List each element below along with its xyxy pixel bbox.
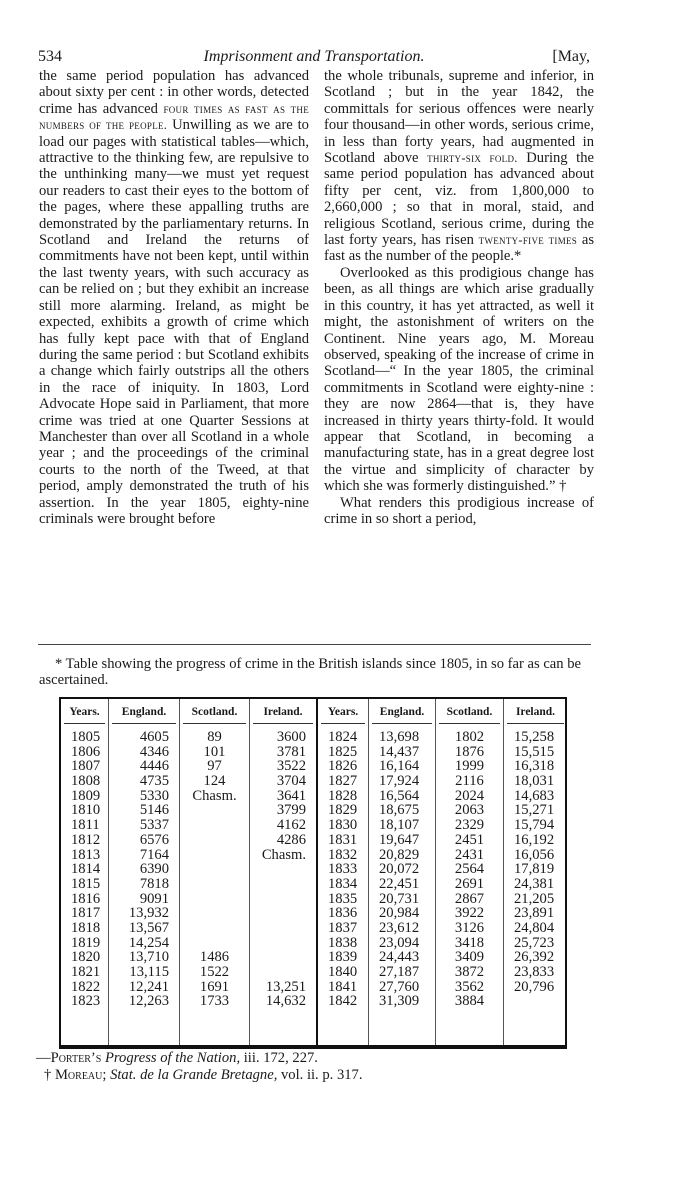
table-cell: 89 — [207, 729, 222, 745]
table-cell: 24,381 — [514, 875, 555, 892]
table-cell: 1806 — [71, 743, 101, 760]
table-cell: 4286 — [276, 831, 306, 848]
table-cell: 3409 — [454, 949, 485, 966]
column-header: Scotland. — [439, 699, 500, 724]
table-cell: 27,187 — [379, 964, 420, 980]
table-cell: 2867 — [454, 890, 485, 907]
table-cell: 4346 — [139, 743, 169, 760]
table-cell — [250, 965, 316, 980]
table-cell — [180, 833, 249, 848]
table-cell: 1838 — [328, 934, 358, 951]
column-header: England. — [372, 699, 432, 724]
table-cell: 23,612 — [379, 919, 420, 936]
table-cell: 1822 — [71, 978, 101, 995]
table-cell: 1831 — [328, 831, 358, 848]
footnotes — [36, 1050, 596, 1084]
column-header: Ireland. — [507, 699, 564, 724]
table-cell: 1842 — [328, 993, 358, 1010]
table-cell: 4446 — [139, 758, 169, 775]
table-cell: 3922 — [454, 905, 485, 922]
footnote-moreau: † Moreau; Stat. de la Grande Bretagne, vol. ii. p. 317. — [44, 1067, 363, 1083]
table-cell: 15,515 — [514, 743, 555, 760]
left-column — [39, 68, 309, 527]
table-cell: 1824 — [328, 729, 358, 745]
table-cell: 13,710 — [128, 949, 169, 966]
table-cell: Chasm. — [192, 787, 237, 804]
table-cell — [180, 906, 249, 921]
table-cell: 23,094 — [379, 934, 420, 951]
table-cell: 12,263 — [128, 993, 169, 1010]
table-cell: 16,164 — [379, 758, 420, 775]
table-cell: 1876 — [454, 743, 485, 760]
table-caption: * Table showing the progress of crime in the British islands since 1805, in so far as can be ascertained. — [39, 656, 582, 689]
table-cell: 16,192 — [514, 831, 555, 848]
table-cell — [250, 892, 316, 907]
table-cell: 1691 — [199, 978, 230, 995]
running-month: [May, — [552, 48, 590, 65]
column-ireland — [249, 699, 316, 1045]
table-cell: 1826 — [328, 758, 358, 775]
table-cell: 24,443 — [379, 949, 420, 966]
table-cell: 7818 — [139, 875, 169, 892]
table-cell: 1834 — [328, 875, 358, 892]
table-cell: 2431 — [454, 846, 485, 863]
table-cell: 15,271 — [514, 802, 555, 819]
right-paragraph-1: the whole tribunals, supreme and inferior, in Scotland ; but in the year 1842, the committals for serious offences were nearly four thousand—in other words, serious crime, in less than forty years, had augmented in Scotland above thirty-six fold. During the same period population has advanced about fifty per cent, viz. from 1,800,000 to 2,660,000 ; so that in moral, staid, and religious Scotland, serious crime, during the last forty years, has risen twenty-five times as fast as the number of the people.* — [324, 68, 595, 265]
table-cell: 1829 — [328, 802, 358, 819]
table-cell: 6576 — [139, 831, 169, 848]
table-cell: 124 — [203, 773, 226, 790]
table-cell: 31,309 — [379, 993, 420, 1010]
table-cell: 1828 — [328, 787, 358, 804]
table-cell: 21,205 — [514, 890, 555, 907]
table-cell: 1733 — [199, 993, 230, 1010]
table-cell: 1825 — [328, 743, 358, 760]
table-cell: 5337 — [139, 817, 169, 834]
column-scotland — [179, 699, 249, 1045]
table-cell: 6390 — [139, 861, 169, 878]
table-cell: 1807 — [71, 758, 101, 775]
table-cell: 18,031 — [514, 773, 555, 790]
table-cell: 13,698 — [379, 729, 420, 745]
table-cell: 1810 — [71, 802, 101, 819]
table-cell: 13,115 — [129, 964, 169, 980]
table-cell: 5330 — [139, 787, 169, 804]
table-cell: 3704 — [276, 773, 306, 790]
table-cell — [250, 921, 316, 936]
table-cell: 3562 — [454, 978, 485, 995]
column-ireland — [503, 699, 567, 1045]
crime-statistics-table — [59, 697, 567, 1049]
left-paragraph: the same period population has advanced about sixty per cent : in other words, detected crime has advanced four times as fast as the numbers of the people. Unwilling as we are to load our pages with statistical tables—which, attractive to the thinking few, are repulsive to the unthinking many—we must yet request our readers to cast their eyes to the bottom of the pages, where these appalling truths are demonstrated by the parliamentary returns. In Scotland and Ireland the returns of commitments have not been kept, until within the last twenty years, with such accuracy as can be relied on ; but they exhibit an increase still more alarming. Ireland, as might be expected, exhibits a growth of crime which has fully kept pace with that of England during the same period : but Scotland exhibits a change which fairly outstrips all the others in the race of iniquity. In 1803, Lord Advocate Hope said in Parliament, that more crime was tried at one Quarter Sessions at Manchester than over all Scotland in a whole year ; and the proceedings of the criminal courts to the north of the Tweed, at that period, amply demonstrated the truth of his assertion. In the year 1805, eighty-nine criminals were brought before — [39, 68, 309, 527]
table-cell: 1999 — [454, 758, 485, 775]
table-cell: 9091 — [139, 890, 169, 907]
table-cell — [250, 950, 316, 965]
table-cell: 2451 — [454, 831, 485, 848]
table-cell — [180, 862, 249, 877]
table-cell: 2116 — [455, 773, 484, 790]
column-scotland — [435, 699, 503, 1045]
small-caps-emphasis: twenty-five times — [478, 233, 578, 248]
table-cell: 1827 — [328, 773, 358, 790]
table-cell: 12,241 — [128, 978, 169, 995]
column-years — [61, 699, 108, 1045]
column-header: Years. — [64, 699, 105, 724]
table-cell — [180, 921, 249, 936]
table-cell: 1832 — [328, 846, 358, 863]
table-cell: 1818 — [71, 919, 101, 936]
table-cell: 1805 — [71, 729, 101, 745]
table-cell: 1815 — [71, 875, 101, 892]
table-cell: 25,723 — [514, 934, 555, 951]
table-cell: 4162 — [276, 817, 306, 834]
table-cell: 16,564 — [379, 787, 420, 804]
table-cell: 1811 — [71, 817, 100, 834]
table-cell: 3884 — [454, 993, 485, 1010]
table-cell: 3799 — [276, 802, 306, 819]
table-cell: 1813 — [71, 846, 101, 863]
table-cell — [250, 877, 316, 892]
table-cell: 1486 — [199, 949, 230, 966]
table-cell: 19,647 — [379, 831, 420, 848]
table-cell — [180, 892, 249, 907]
table-cell: 3600 — [276, 729, 306, 745]
table-cell: 20,984 — [379, 905, 420, 922]
table-cell — [180, 877, 249, 892]
table-cell: Chasm. — [261, 846, 306, 863]
table-cell: 15,258 — [514, 729, 555, 745]
table-cell — [180, 803, 249, 818]
small-caps-emphasis: four times as fast as the numbers of the people. — [39, 101, 309, 133]
table-cell: 18,107 — [379, 817, 420, 834]
table-cell: 2564 — [454, 861, 485, 878]
table-cell: 20,796 — [514, 978, 555, 995]
table-cell: 101 — [203, 743, 226, 760]
table-cell: 18,675 — [379, 802, 420, 819]
table-cell — [504, 994, 567, 1009]
table-cell: 7164 — [139, 846, 169, 863]
table-cell — [180, 818, 249, 833]
table-cell: 14,254 — [128, 934, 169, 951]
table-cell: 4735 — [139, 773, 169, 790]
table-cell: 1820 — [71, 949, 101, 966]
table-cell: 1814 — [71, 861, 101, 878]
table-cell: 26,392 — [514, 949, 555, 966]
table-cell: 1809 — [71, 787, 101, 804]
column-header: England. — [112, 699, 176, 724]
table-cell: 16,318 — [514, 758, 555, 775]
table-cell: 1819 — [71, 934, 101, 951]
table-cell: 1802 — [454, 729, 485, 745]
table-cell: 1836 — [328, 905, 358, 922]
column-header: Years. — [321, 699, 365, 724]
table-cell: 1821 — [71, 964, 101, 980]
table-cell — [250, 862, 316, 877]
column-england — [108, 699, 179, 1045]
table-cell: 1830 — [328, 817, 358, 834]
table-cell: 3418 — [454, 934, 485, 951]
table-cell: 22,451 — [379, 875, 420, 892]
right-paragraph-2: Overlooked as this prodigious change has been, as all things are which arise gradually in this country, it has yet attracted, as well it might, the astonishment of writers on the Continent. Nine years ago, M. Moreau observed, speaking of the increase of crime in Scotland—“ In the year 1805, the criminal commitments in Scotland were eighty-nine : they are now 2864—that is, they have increased in thirty years thirty-fold. It would appear that Scotland, in becoming a manufacturing state, has in a great degree lost the virtue and simplicity of character by which she was formerly distinguished.” † — [324, 264, 594, 495]
table-cell: 14,683 — [514, 787, 555, 804]
column-england — [368, 699, 435, 1045]
table-half-left — [61, 699, 316, 1045]
right-column — [324, 68, 594, 527]
table-cell: 1816 — [71, 890, 101, 907]
table-cell: 1522 — [199, 964, 230, 980]
table-cell: 15,794 — [514, 817, 555, 834]
table-cell: 13,251 — [265, 978, 306, 995]
table-cell: 20,829 — [379, 846, 420, 863]
table-cell: 97 — [207, 758, 222, 775]
small-caps-emphasis: thirty-six fold. — [427, 151, 518, 166]
right-paragraph-3: What renders this prodigious increase of crime in so short a period, — [324, 494, 594, 527]
table-half-right — [316, 699, 567, 1045]
table-cell — [180, 936, 249, 951]
table-cell: 3781 — [276, 743, 306, 760]
table-cell: 24,804 — [514, 919, 555, 936]
column-header: Scotland. — [183, 699, 246, 724]
running-title: Imprisonment and Transportation. — [203, 48, 425, 65]
running-head — [38, 48, 590, 68]
table-cell: 1837 — [328, 919, 358, 936]
table-cell — [250, 936, 316, 951]
table-cell: 2063 — [454, 802, 485, 819]
footnote-porter: —Porter’s Progress of the Nation, iii. 172, 227. — [36, 1050, 318, 1066]
table-cell: 13,932 — [128, 905, 169, 922]
table-cell: 17,819 — [514, 861, 555, 878]
table-cell: 20,072 — [379, 861, 420, 878]
table-cell: 3522 — [276, 758, 306, 775]
table-cell: 5146 — [139, 802, 169, 819]
table-cell — [250, 906, 316, 921]
table-cell: 14,632 — [265, 993, 306, 1010]
footnote-divider — [38, 644, 591, 645]
column-header: Ireland. — [253, 699, 313, 724]
table-cell: 20,731 — [379, 890, 420, 907]
table-cell: 13,567 — [128, 919, 169, 936]
table-cell: 2691 — [454, 875, 485, 892]
table-cell: 17,924 — [379, 773, 420, 790]
table-cell: 1840 — [328, 964, 358, 980]
table-cell: 1835 — [328, 890, 358, 907]
page-number: 534 — [38, 48, 62, 65]
table-cell: 1817 — [71, 905, 101, 922]
table-cell: 1833 — [328, 861, 358, 878]
table-cell: 23,833 — [514, 964, 555, 980]
table-cell: 3126 — [454, 919, 485, 936]
table-cell — [180, 848, 249, 863]
table-cell: 27,760 — [379, 978, 420, 995]
table-cell: 4605 — [139, 729, 169, 745]
table-cell: 2329 — [454, 817, 485, 834]
table-cell: 23,891 — [514, 905, 555, 922]
table-cell: 14,437 — [379, 743, 420, 760]
table-cell: 2024 — [454, 787, 485, 804]
table-cell: 1839 — [328, 949, 358, 966]
table-cell: 3872 — [454, 964, 485, 980]
table-cell: 3641 — [276, 787, 306, 804]
column-years — [318, 699, 368, 1045]
table-cell: 1823 — [71, 993, 101, 1010]
table-cell: 1812 — [71, 831, 101, 848]
table-cell: 1808 — [71, 773, 101, 790]
table-cell: 16,056 — [514, 846, 555, 863]
table-cell: 1841 — [328, 978, 358, 995]
